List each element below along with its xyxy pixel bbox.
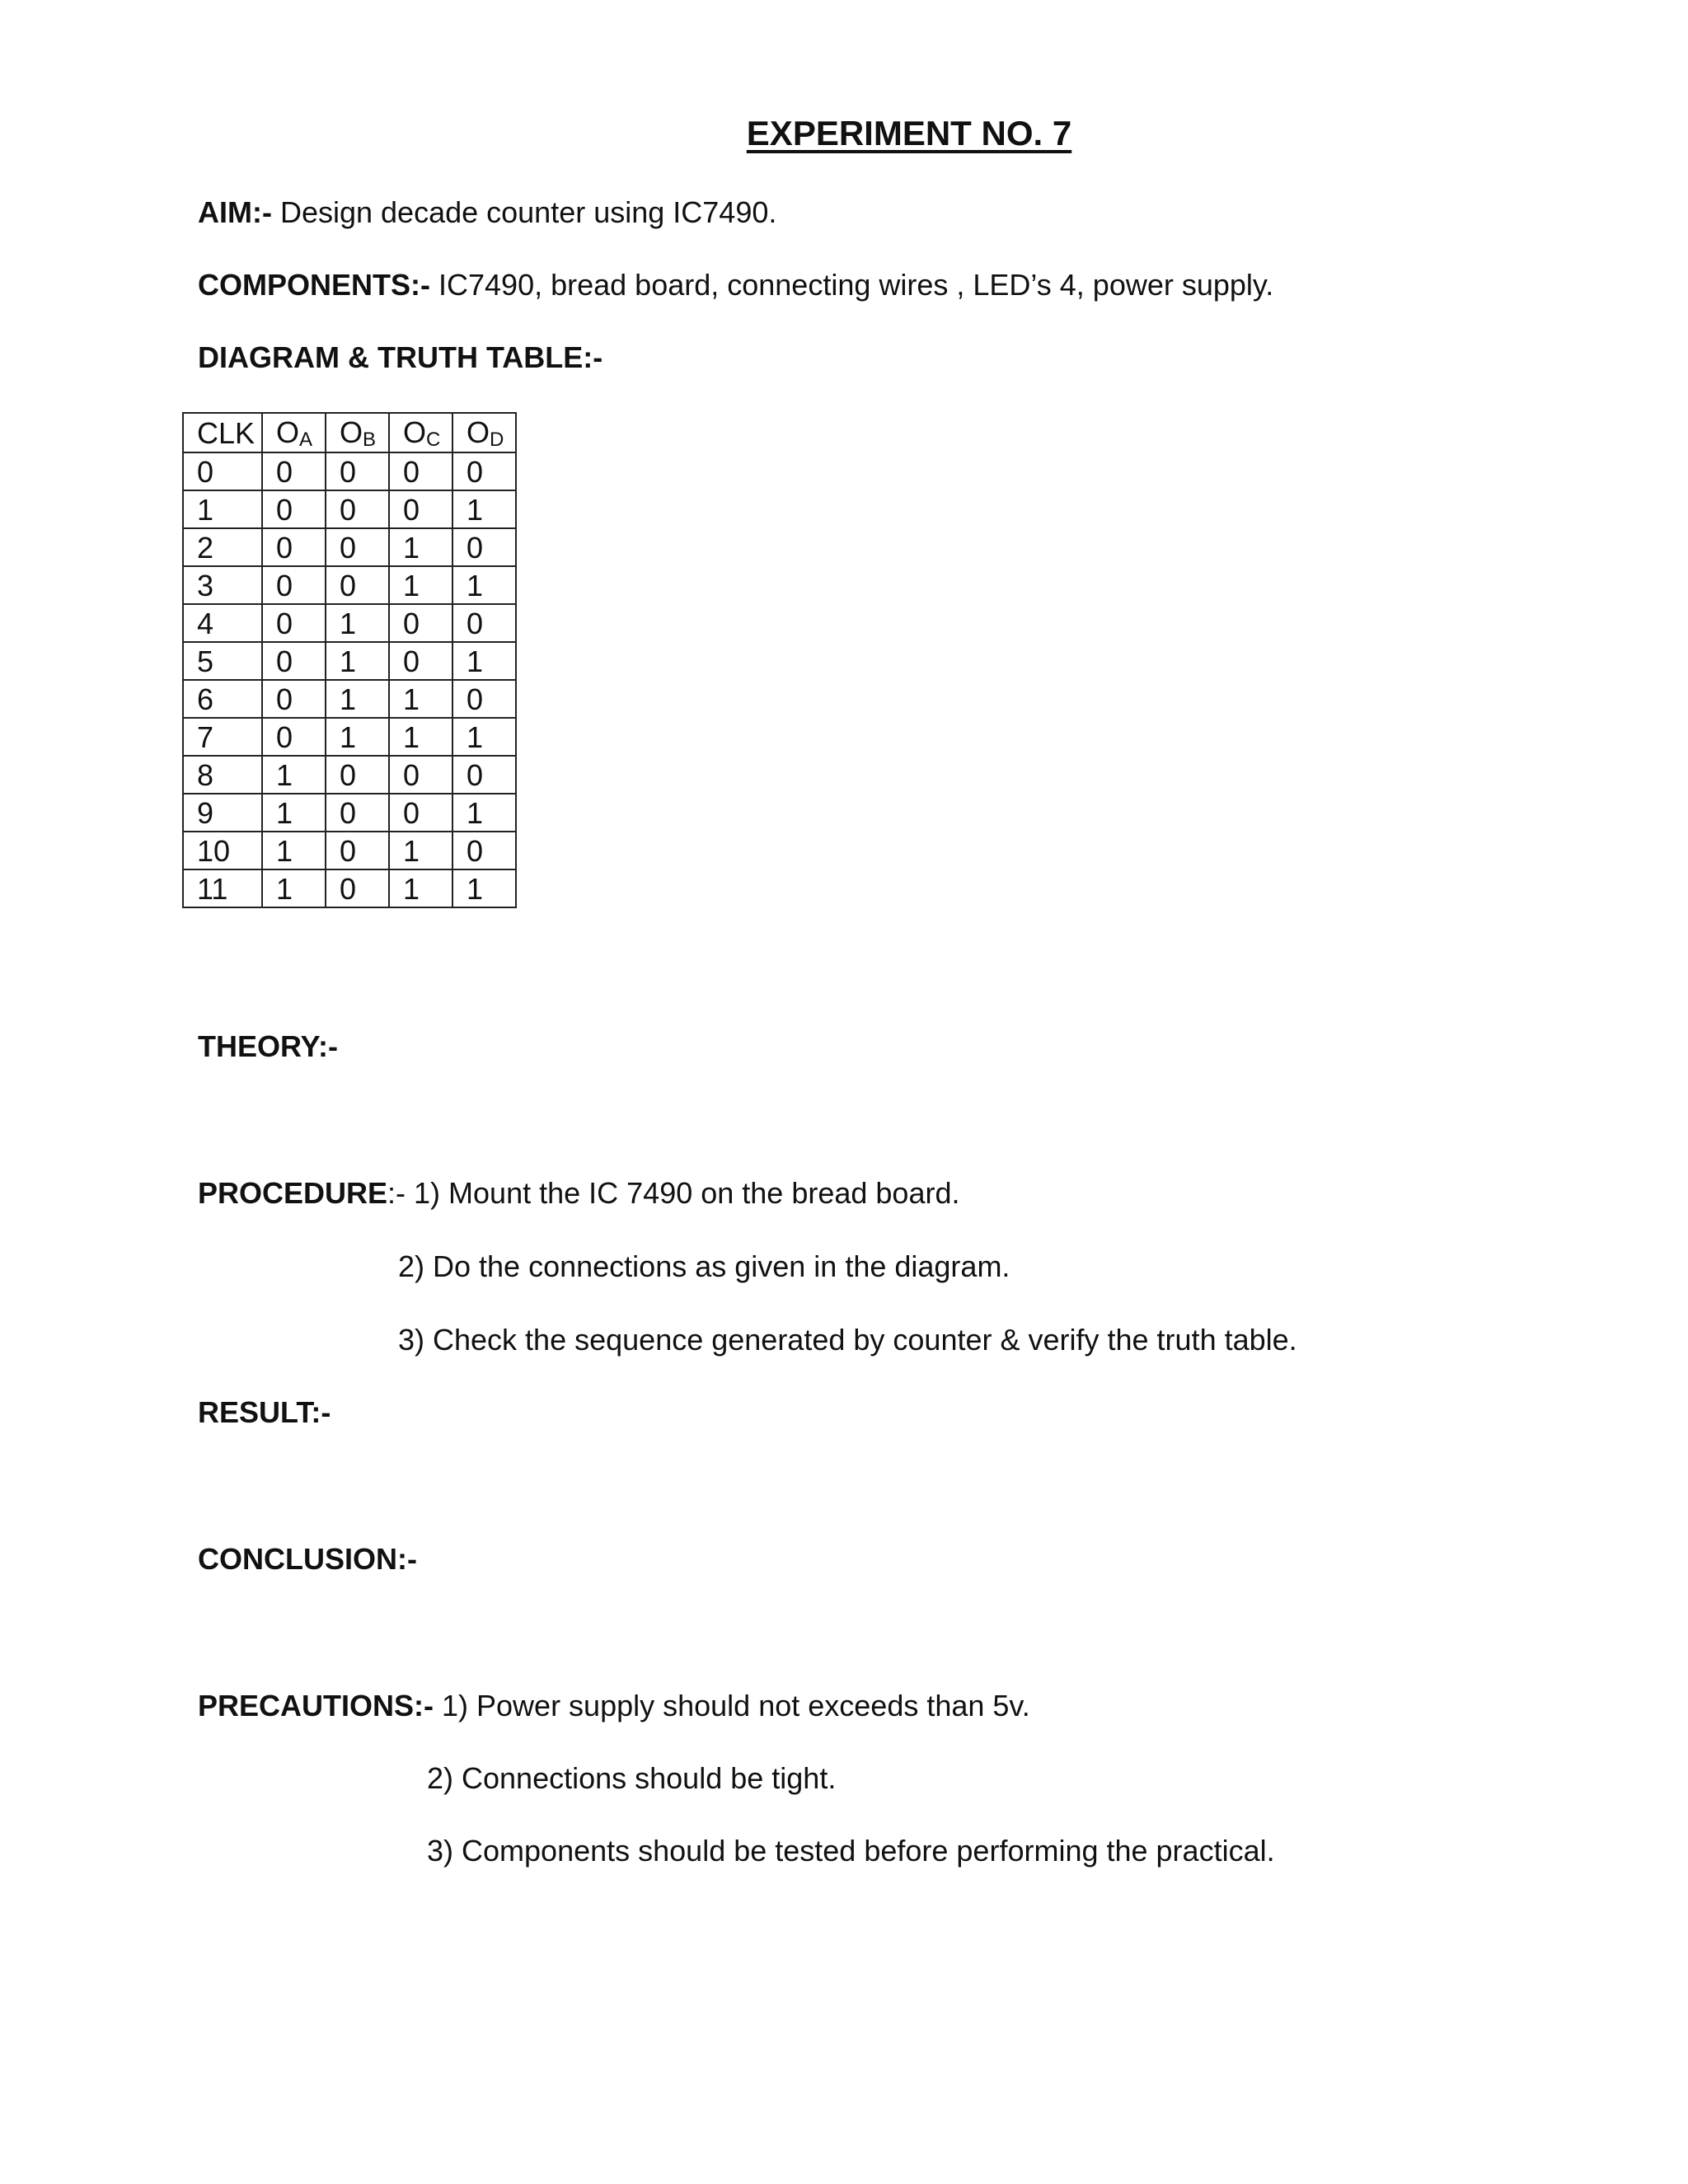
page-title-text: EXPERIMENT NO. 7 — [746, 114, 1072, 152]
table-cell: 0 — [326, 452, 389, 490]
table-cell: 1 — [389, 869, 452, 907]
table-cell: 0 — [452, 832, 516, 869]
table-row — [183, 756, 516, 794]
table-row — [183, 718, 516, 756]
table-cell: 0 — [262, 528, 326, 566]
truth-table — [182, 412, 517, 908]
table-cell: 0 — [326, 794, 389, 832]
table-cell: 10 — [183, 832, 262, 869]
table-cell: 0 — [262, 604, 326, 642]
table-cell: 8 — [183, 756, 262, 794]
table-cell: 0 — [262, 680, 326, 718]
table-cell: 1 — [389, 832, 452, 869]
table-cell: 0 — [262, 718, 326, 756]
aim-text: Design decade counter using IC7490. — [271, 195, 777, 229]
procedure-separator: :- — [387, 1176, 415, 1210]
table-cell: 0 — [326, 832, 389, 869]
components-label: COMPONENTS:- — [198, 268, 430, 302]
procedure-line — [198, 1175, 959, 1212]
table-cell: 1 — [262, 794, 326, 832]
conclusion-heading: CONCLUSION:- — [198, 1542, 417, 1576]
table-cell: 0 — [326, 528, 389, 566]
table-cell: 9 — [183, 794, 262, 832]
table-cell: 1 — [262, 832, 326, 869]
truth-table-header-cell — [389, 413, 452, 452]
table-cell: 1 — [326, 718, 389, 756]
result-heading: RESULT:- — [198, 1395, 331, 1429]
header-subscript: A — [299, 429, 313, 451]
table-row — [183, 528, 516, 566]
table-cell: 0 — [452, 528, 516, 566]
truth-table-header-row — [183, 413, 516, 452]
table-cell: 1 — [452, 490, 516, 528]
precaution-step-2: 2) Connections should be tight. — [427, 1761, 837, 1795]
header-main-text: CLK — [197, 416, 256, 450]
table-cell: 0 — [452, 680, 516, 718]
table-cell: 1 — [452, 566, 516, 604]
table-row — [183, 869, 516, 907]
table-row — [183, 642, 516, 680]
table-row — [183, 566, 516, 604]
aim-label: AIM:- — [198, 195, 272, 229]
components-line — [198, 267, 1273, 303]
table-cell: 4 — [183, 604, 262, 642]
precautions-label: PRECAUTIONS:- — [198, 1689, 434, 1722]
header-main-text: O — [467, 415, 490, 449]
table-cell: 1 — [452, 794, 516, 832]
table-cell: 0 — [452, 756, 516, 794]
table-cell: 3 — [183, 566, 262, 604]
header-main-text: O — [276, 415, 300, 449]
aim-line — [198, 194, 776, 231]
table-cell: 1 — [326, 642, 389, 680]
truth-table-header-cell — [262, 413, 326, 452]
table-cell: 0 — [183, 452, 262, 490]
truth-table-header-cell — [183, 413, 262, 452]
table-cell: 0 — [326, 490, 389, 528]
precaution-step-3: 3) Components should be tested before performing the practical. — [427, 1834, 1275, 1868]
table-cell: 0 — [326, 756, 389, 794]
table-cell: 7 — [183, 718, 262, 756]
table-cell: 1 — [262, 869, 326, 907]
header-subscript: C — [426, 429, 441, 451]
procedure-step-3: 3) Check the sequence generated by counter & verify the truth table. — [398, 1323, 1297, 1357]
table-row — [183, 832, 516, 869]
components-text: IC7490, bread board, connecting wires , LED’s 4, power supply. — [430, 268, 1274, 302]
table-row — [183, 490, 516, 528]
procedure-label: PROCEDURE — [198, 1176, 388, 1210]
table-cell: 1 — [389, 528, 452, 566]
truth-table-header-cell — [326, 413, 389, 452]
precautions-line — [198, 1688, 1030, 1724]
header-main-text: O — [403, 415, 427, 449]
table-cell: 1 — [452, 642, 516, 680]
precaution-step-1: 1) Power supply should not exceeds than 5v. — [434, 1689, 1030, 1722]
table-row — [183, 794, 516, 832]
table-cell: 0 — [262, 490, 326, 528]
table-cell: 11 — [183, 869, 262, 907]
procedure-step-1: 1) Mount the IC 7490 on the bread board. — [414, 1176, 960, 1210]
table-row — [183, 604, 516, 642]
table-cell: 1 — [452, 869, 516, 907]
table-cell: 0 — [389, 452, 452, 490]
table-cell: 1 — [326, 680, 389, 718]
table-cell: 0 — [326, 869, 389, 907]
table-cell: 0 — [262, 566, 326, 604]
table-cell: 0 — [389, 490, 452, 528]
table-row — [183, 680, 516, 718]
theory-heading: THEORY:- — [198, 1029, 338, 1063]
table-cell: 5 — [183, 642, 262, 680]
header-subscript: D — [490, 429, 504, 451]
table-cell: 1 — [262, 756, 326, 794]
page-title — [0, 114, 1688, 153]
diagram-heading: DIAGRAM & TRUTH TABLE:- — [198, 340, 603, 374]
truth-table-header-cell — [452, 413, 516, 452]
truth-table-body — [183, 452, 516, 907]
header-main-text: O — [340, 415, 363, 449]
table-row — [183, 452, 516, 490]
table-cell: 0 — [389, 604, 452, 642]
procedure-step-2: 2) Do the connections as given in the diagram. — [398, 1249, 1010, 1283]
table-cell: 0 — [389, 794, 452, 832]
table-cell: 6 — [183, 680, 262, 718]
table-cell: 0 — [262, 452, 326, 490]
table-cell: 0 — [326, 566, 389, 604]
table-cell: 0 — [262, 642, 326, 680]
table-cell: 1 — [389, 680, 452, 718]
table-cell: 0 — [389, 642, 452, 680]
header-subscript: B — [363, 429, 377, 451]
table-cell: 0 — [452, 452, 516, 490]
table-cell: 0 — [389, 756, 452, 794]
table-cell: 0 — [452, 604, 516, 642]
table-cell: 2 — [183, 528, 262, 566]
table-cell: 1 — [183, 490, 262, 528]
table-cell: 1 — [389, 718, 452, 756]
table-cell: 1 — [452, 718, 516, 756]
table-cell: 1 — [389, 566, 452, 604]
table-cell: 1 — [326, 604, 389, 642]
